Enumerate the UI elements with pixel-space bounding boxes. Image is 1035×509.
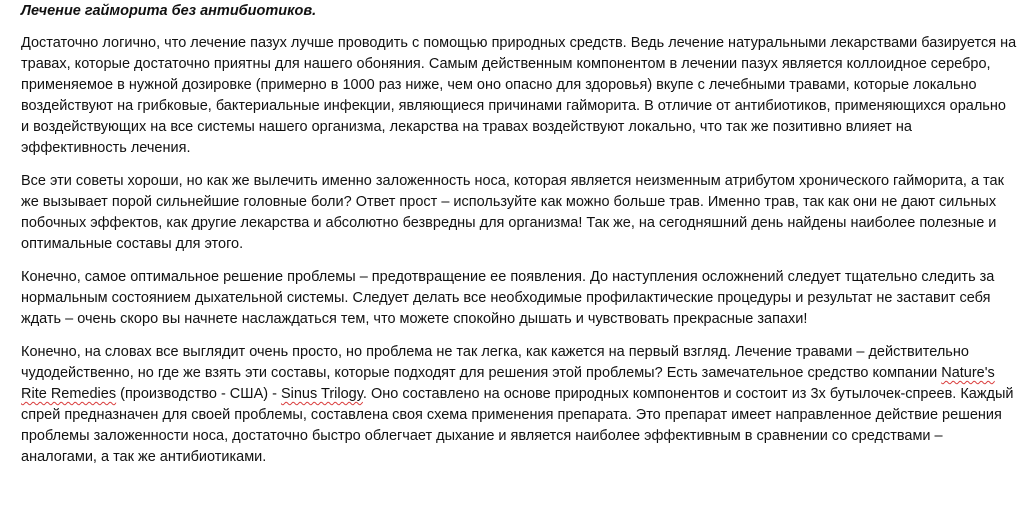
product-name-spellcheck: Sinus Trilogy	[280, 386, 363, 402]
product-text-description: . Оно составлено на основе природных компонентов и состоит из 3х бутылочек-спреев. Каждый спрей предназначен для своей проблемы, составлена своя схема применения препарата. Это препарат имеет направленное действие решения проблемы заложенности носа, достаточно быстро облегчает дыхание и является наиболее эффективным в сравнении со средствами – аналогами, а так же антибиотиками.	[21, 386, 1014, 465]
paragraph-product	[21, 342, 1017, 468]
paragraph-herbal-treatment: Достаточно логично, что лечение пазух лучше проводить с помощью природных средств. Ведь лечение натуральными лекарствами базируется на травах, которые достаточно приятны для нашего обоняния. Самым действенным компонентом в лечении пазух является коллоидное серебро, применяемое в нужной дозировке (примерно в 1000 раз ниже, чем оно опасно для здоровья) вкупе с лечебными травами, которые локально воздействуют на грибковые, бактериальные инфекции, являющиеся причинами гайморита. В отличие от антибиотиков, применяющихся орально и воздействующих на все системы нашего организма, лекарства на травах воздействуют локально, что так же позитивно влияет на эффективность лечения.	[21, 35, 1017, 156]
product-text-origin: (производство - США) -	[116, 386, 281, 402]
product-text-intro: Конечно, на словах все выглядит очень просто, но проблема не так легка, как кажется на первый взгляд. Лечение травами – действительно чудодейственно, но где же взять эти составы, которые подходят для решения этой проблемы? Есть замечательное средство компании	[21, 344, 969, 381]
document-title: Лечение гайморита без антибиотиков.	[21, 3, 317, 19]
paragraph-nasal-congestion: Все эти советы хороши, но как же вылечить именно заложенность носа, которая является неизменным атрибутом хронического гайморита, а так же вызывает порой сильнейшие головные боли? Ответ прост – используйте как можно больше трав. Именно трав, так как они не дают сильных побочных эффектов, как другие лекарства и абсолютно безвредны для организма! Так же, на сегодняшний день найдены наиболее полезные и оптимальные составы для этого.	[21, 173, 1004, 252]
paragraph-prevention: Конечно, самое оптимальное решение проблемы – предотвращение ее появления. До наступления осложнений следует тщательно следить за нормальным состоянием дыхательной системы. Следует делать все необходимые профилактические процедуры и результат не заставит себя ждать – очень скоро вы начнете наслаждаться тем, что можете спокойно дышать и чувствовать прекрасные запахи!	[21, 269, 995, 327]
brand-name-spellcheck: Nature's Rite Remedies	[21, 365, 995, 402]
